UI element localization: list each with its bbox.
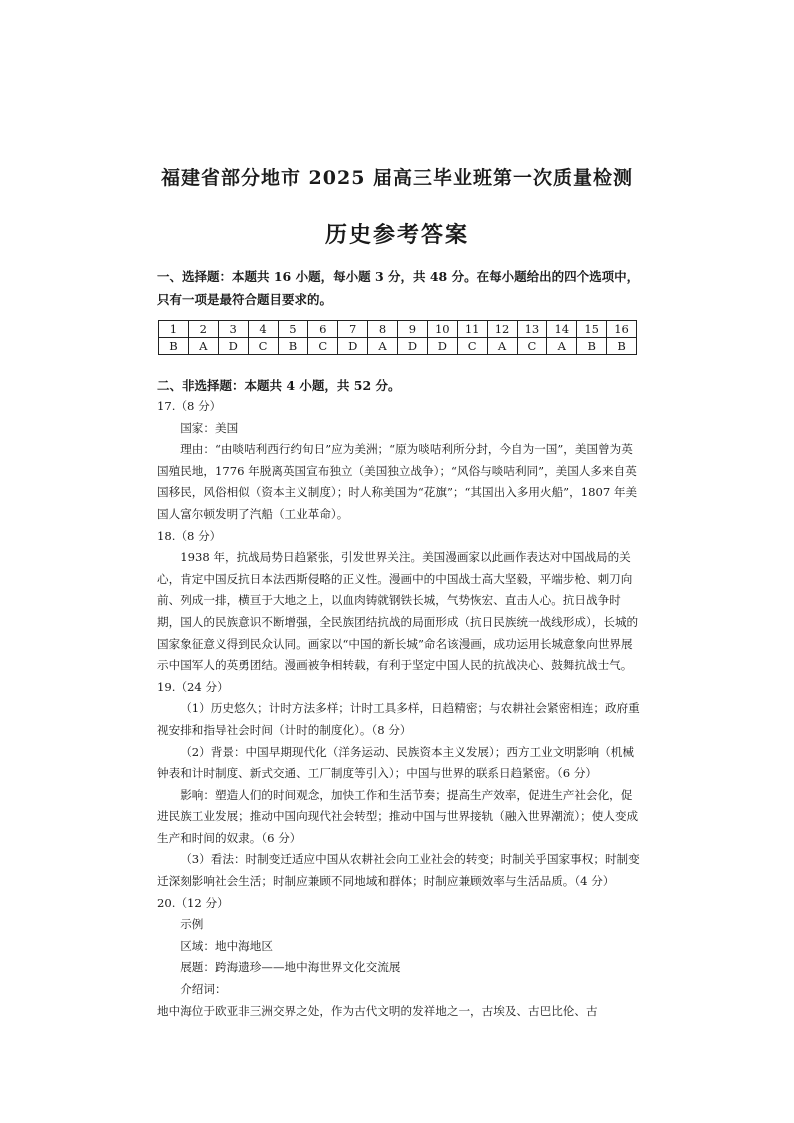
answer-table-number-row — [159, 321, 637, 338]
q20-intro-label: 介绍词： — [180, 982, 227, 997]
answer-cell: D — [218, 338, 248, 355]
question-number-cell: 15 — [577, 321, 607, 338]
answer-cell: B — [607, 338, 637, 355]
section1-heading: 一、选择题：本题共 16 小题，每小题 3 分，共 48 分。在每小题给出的四个选项中，只有一项是最符合题目要求的。 — [157, 269, 640, 307]
answer-cell: C — [248, 338, 278, 355]
q19-heading: 19.（24 分） — [157, 679, 229, 694]
section2-heading: 二、非选择题：本题共 4 小题，共 52 分。 — [157, 378, 401, 393]
question-number-cell: 5 — [278, 321, 308, 338]
answer-cell: B — [159, 338, 189, 355]
answer-cell: B — [577, 338, 607, 355]
question-number-cell: 3 — [218, 321, 248, 338]
answer-cell: C — [517, 338, 547, 355]
answer-cell: C — [308, 338, 338, 355]
answer-cell: D — [338, 338, 368, 355]
question-number-cell: 13 — [517, 321, 547, 338]
q19-part1: （1）历史悠久；计时方法多样；计时工具多样，日趋精密；与农耕社会紧密相连；政府重视安排和指导社会时间（计时的制度化）。（8 分） — [157, 701, 640, 737]
answer-table — [158, 320, 637, 355]
question-number-cell: 2 — [188, 321, 218, 338]
q20-intro-text: 地中海位于欧亚非三洲交界之处，作为古代文明的发祥地之一，古埃及、古巴比伦、古 — [157, 1003, 598, 1018]
section2-body — [157, 396, 641, 1022]
q19-part2-background: （2）背景：中国早期现代化（洋务运动、民族资本主义发展）；西方工业文明影响（机械钟表和计时制度、新式交通、工厂制度等引入）；中国与世界的联系日趋紧密。（6 分） — [157, 744, 634, 781]
q17-reason: 理由：“由啖咭利西行约旬日”应为美洲；“原为啖咭利所分封，今自为一国”，美国曾为英国殖民地，1776 年脱离英国宣布独立（美国独立战争）；“风俗与啖咭利同”，美国人多来自英国移民，风俗相似（资本主义制度）；时人称美国为“花旗”；“其国出入多用火船”，1807 年美国人富尔顿发明了汽船（工业革命）。 — [157, 442, 638, 521]
q20-region: 区域：地中海地区 — [180, 938, 273, 953]
q20-heading: 20.（12 分） — [157, 895, 229, 910]
answer-cell: C — [457, 338, 487, 355]
answer-cell: A — [547, 338, 577, 355]
question-number-cell: 9 — [398, 321, 428, 338]
page-title: 福建省部分地市 2025 届高三毕业班第一次质量检测 — [160, 167, 634, 189]
answer-table-answer-row — [159, 338, 637, 355]
q20-example-label: 示例 — [180, 917, 204, 932]
question-number-cell: 12 — [487, 321, 517, 338]
question-number-cell: 6 — [308, 321, 338, 338]
question-number-cell: 14 — [547, 321, 577, 338]
answer-cell: B — [278, 338, 308, 355]
question-number-cell: 11 — [457, 321, 487, 338]
answer-cell: D — [398, 338, 428, 355]
answer-cell: A — [487, 338, 517, 355]
question-number-cell: 1 — [159, 321, 189, 338]
question-number-cell: 7 — [338, 321, 368, 338]
q18-answer: 1938 年，抗战局势日趋紧张，引发世界关注。美国漫画家以此画作表达对中国战局的关心，肯定中国反抗日本法西斯侵略的正义性。漫画中的中国战士高大坚毅，平端步枪、刺刀向前、列成一排，横亘于大地之上，以血肉铸就钢铁长城，气势恢宏、直击人心。抗日战争时期，国人的民族意识不断增强，全民族团结抗战的局面形成（抗日民族统一战线形成），长城的国家象征意义得到民众认同。画家以“中国的新长城”命名该漫画，成功运用长城意象向世界展示中国军人的英勇团结。漫画被争相转载，有利于坚定中国人民的抗战决心、鼓舞抗战士气。 — [157, 550, 639, 673]
q18-heading: 18.（8 分） — [157, 528, 222, 543]
question-number-cell: 4 — [248, 321, 278, 338]
question-number-cell: 16 — [607, 321, 637, 338]
answer-cell: A — [188, 338, 218, 355]
q19-part2-impact: 影响：塑造人们的时间观念，加快工作和生活节奏；提高生产效率，促进生产社会化，促进民族工业发展；推动中国向现代社会转型；推动中国与世界接轨（融入世界潮流）；使人变成生产和时间的奴隶。（6 分） — [157, 787, 639, 845]
page-subtitle: 历史参考答案 — [324, 222, 469, 248]
q17-country: 国家：美国 — [180, 420, 239, 435]
q19-part3: （3）看法：时制变迁适应中国从农耕社会向工业社会的转变；时制关乎国家事权；时制变迁深刻影响社会生活；时制应兼顾不同地域和群体；时制应兼顾效率与生活品质。（4 分） — [157, 852, 640, 889]
question-number-cell: 8 — [368, 321, 398, 338]
answer-cell: A — [368, 338, 398, 355]
answer-cell: D — [427, 338, 457, 355]
question-number-cell: 10 — [427, 321, 457, 338]
q20-exhibit-title: 展题：跨海遗珍——地中海世界文化交流展 — [180, 960, 401, 975]
q17-heading: 17.（8 分） — [157, 399, 222, 413]
